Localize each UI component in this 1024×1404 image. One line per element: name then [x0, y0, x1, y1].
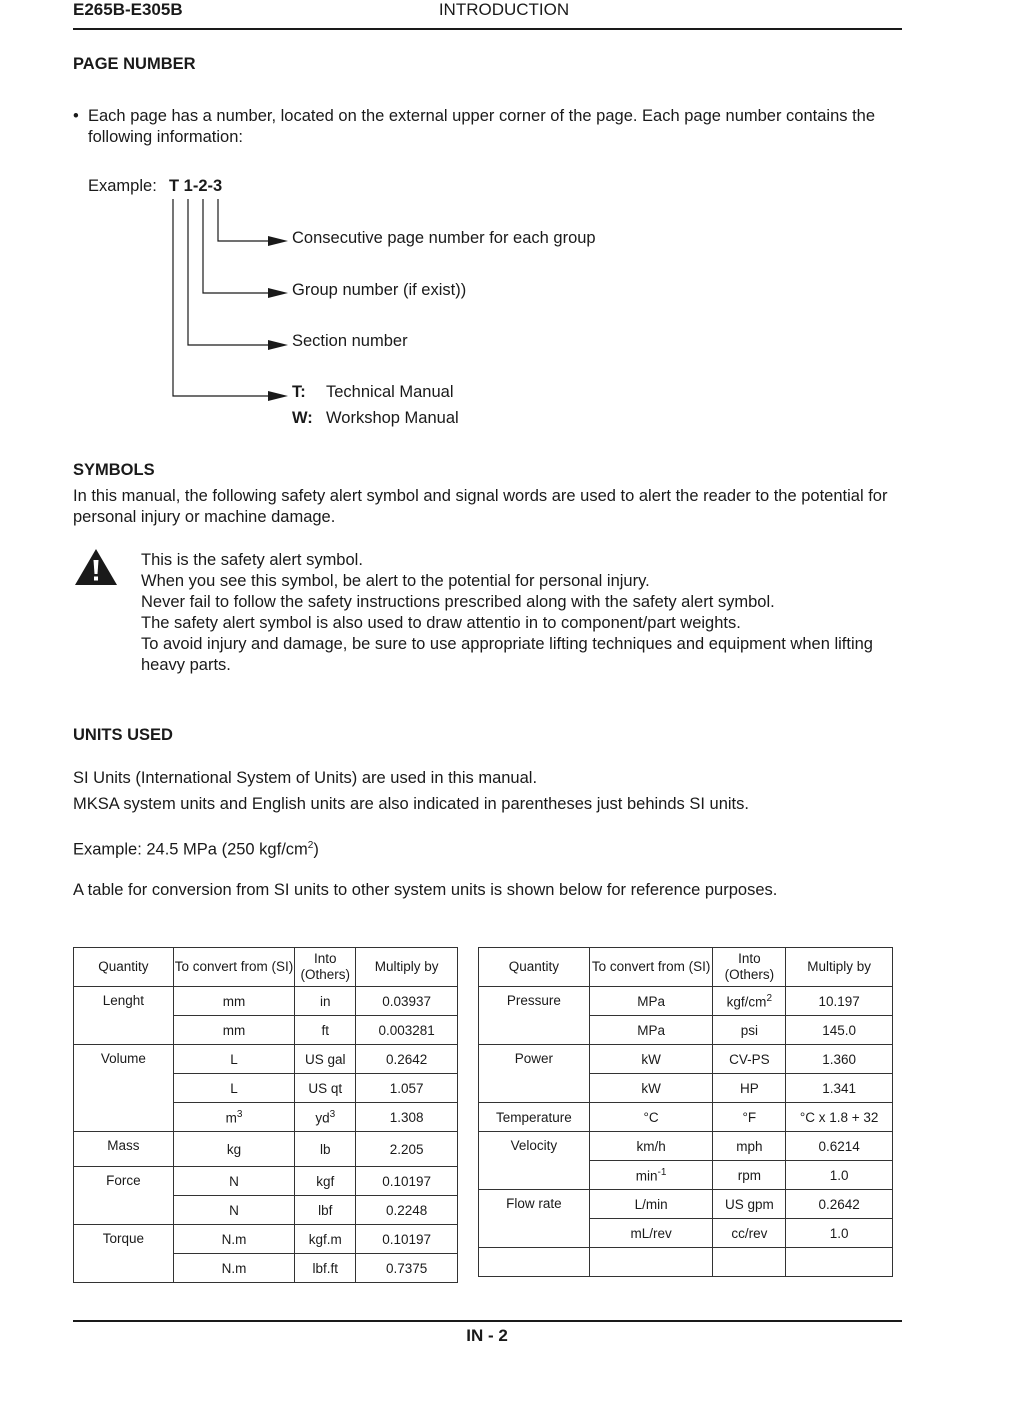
- header-quantity: Quantity: [74, 948, 174, 987]
- cell: HP: [713, 1074, 786, 1103]
- header-multiply: Multiply by: [786, 948, 893, 987]
- cell-sup: -1: [657, 1166, 667, 1178]
- cell: [713, 987, 786, 1016]
- doc-section-title: INTRODUCTION: [438, 0, 570, 19]
- quantity-temperature: Temperature: [479, 1103, 590, 1132]
- cell: 145.0: [786, 1016, 893, 1045]
- cell: °C: [589, 1103, 713, 1132]
- warning-triangle-icon: [74, 548, 118, 586]
- cell: N.m: [173, 1225, 295, 1254]
- cell: 1.0: [786, 1161, 893, 1190]
- header-into: Into (Others): [713, 948, 786, 987]
- units-heading: UNITS USED: [73, 726, 173, 744]
- cell: 1.341: [786, 1074, 893, 1103]
- safety-line-3: Never fail to follow the safety instructions prescribed along with the safety alert symbol.: [141, 593, 775, 611]
- table-row: [74, 1167, 458, 1196]
- cell: [589, 1161, 713, 1190]
- cell: kg: [173, 1132, 295, 1167]
- label-t-key: T:: [292, 383, 306, 401]
- cell-sup: 3: [236, 1108, 243, 1120]
- table-row: [479, 1045, 893, 1074]
- cell: ft: [295, 1016, 356, 1045]
- cell: mph: [713, 1132, 786, 1161]
- cell: 0.10197: [356, 1167, 458, 1196]
- cell: mm: [173, 987, 295, 1016]
- table-row: [479, 1190, 893, 1219]
- table-row: [479, 987, 893, 1016]
- label-consecutive: Consecutive page number for each group: [292, 229, 596, 247]
- cell: 2.205: [356, 1132, 458, 1167]
- bullet: •: [73, 107, 79, 125]
- cell: °C x 1.8 + 32: [786, 1103, 893, 1132]
- header-from: To convert from (SI): [173, 948, 295, 987]
- table-header-row: [479, 948, 893, 987]
- cell: N: [173, 1167, 295, 1196]
- cell: rpm: [713, 1161, 786, 1190]
- page-number-heading: PAGE NUMBER: [73, 55, 196, 73]
- footer-rule: [73, 1320, 902, 1322]
- quantity-velocity: Velocity: [479, 1132, 590, 1190]
- cell: kgf: [295, 1167, 356, 1196]
- cell: N.m: [173, 1254, 295, 1283]
- label-w-value: Workshop Manual: [326, 409, 459, 427]
- cell: 0.6214: [786, 1132, 893, 1161]
- table-row: [74, 1225, 458, 1254]
- arrow-section-icon: [268, 340, 288, 350]
- cell-text: kgf/cm: [726, 994, 767, 1010]
- cell: cc/rev: [713, 1219, 786, 1248]
- label-group: Group number (if exist)): [292, 281, 467, 299]
- quantity-mass: Mass: [74, 1132, 174, 1167]
- cell-text: m: [225, 1110, 237, 1126]
- cell: 1.0: [786, 1219, 893, 1248]
- cell: kW: [589, 1045, 713, 1074]
- cell: lbf.ft: [295, 1254, 356, 1283]
- cell: 10.197: [786, 987, 893, 1016]
- cell: 0.7375: [356, 1254, 458, 1283]
- cell: 0.2642: [356, 1045, 458, 1074]
- quantity-volume: Volume: [74, 1045, 174, 1132]
- cell: lbf: [295, 1196, 356, 1225]
- safety-line-4: The safety alert symbol is also used to draw attentio in to component/part weights.: [141, 614, 741, 632]
- table-row: [74, 1132, 458, 1167]
- doc-model: E265B-E305B: [73, 0, 183, 19]
- cell: in: [295, 987, 356, 1016]
- cell: US gal: [295, 1045, 356, 1074]
- header-from: To convert from (SI): [589, 948, 713, 987]
- cell-empty: [713, 1248, 786, 1277]
- units-line-1: SI Units (International System of Units) are used in this manual.: [73, 769, 538, 787]
- units-example-suffix: ): [313, 840, 319, 859]
- cell: kgf.m: [295, 1225, 356, 1254]
- cell: US qt: [295, 1074, 356, 1103]
- header-rule: [73, 28, 902, 30]
- cell-empty: [786, 1248, 893, 1277]
- units-example: [73, 835, 319, 861]
- safety-line-5: To avoid injury and damage, be sure to use appropriate lifting techniques and equipment when lifting heavy parts.: [141, 635, 873, 674]
- safety-text: [141, 550, 911, 676]
- cell: 1.057: [356, 1074, 458, 1103]
- page-number-diagram: [160, 195, 300, 405]
- table-row: [479, 1103, 893, 1132]
- header-into: Into (Others): [295, 948, 356, 987]
- label-t-value: Technical Manual: [326, 383, 454, 401]
- safety-line-1: This is the safety alert symbol.: [141, 551, 363, 569]
- cell: N: [173, 1196, 295, 1225]
- cell-empty: [479, 1248, 590, 1277]
- table-row: [74, 987, 458, 1016]
- cell: MPa: [589, 987, 713, 1016]
- connector-consecutive: [218, 199, 272, 241]
- cell: mL/rev: [589, 1219, 713, 1248]
- cell: 0.03937: [356, 987, 458, 1016]
- header-multiply: Multiply by: [356, 948, 458, 987]
- cell: US gpm: [713, 1190, 786, 1219]
- cell: L: [173, 1074, 295, 1103]
- cell: 0.10197: [356, 1225, 458, 1254]
- cell: L/min: [589, 1190, 713, 1219]
- cell: MPa: [589, 1016, 713, 1045]
- arrow-manual-icon: [268, 391, 288, 401]
- symbols-intro: In this manual, the following safety alert symbol and signal words are used to alert the reader to the potential for personal injury or machine damage.: [73, 487, 888, 526]
- header-quantity: Quantity: [479, 948, 590, 987]
- cell-sup: 2: [766, 992, 772, 1004]
- cell-text: min: [635, 1168, 658, 1184]
- cell: °F: [713, 1103, 786, 1132]
- cell: km/h: [589, 1132, 713, 1161]
- cell: lb: [295, 1132, 356, 1167]
- cell: L: [173, 1045, 295, 1074]
- quantity-torque: Torque: [74, 1225, 174, 1283]
- page-number-text: Each page has a number, located on the external upper corner of the page. Each page number contains the following information:: [88, 107, 876, 146]
- cell: CV-PS: [713, 1045, 786, 1074]
- table-row: [74, 1045, 458, 1074]
- quantity-power: Power: [479, 1045, 590, 1103]
- table-header-row: [74, 948, 458, 987]
- cell: 1.360: [786, 1045, 893, 1074]
- label-section: Section number: [292, 332, 408, 350]
- cell-text: yd: [315, 1110, 330, 1126]
- units-line-2: MKSA system units and English units are also indicated in parentheses just behinds SI units.: [73, 795, 749, 813]
- cell-sup: 3: [329, 1108, 336, 1120]
- units-table-intro: A table for conversion from SI units to other system units is shown below for reference purposes.: [73, 881, 778, 899]
- cell: psi: [713, 1016, 786, 1045]
- cell: 0.003281: [356, 1016, 458, 1045]
- conversion-table-right: [478, 947, 893, 1277]
- safety-line-2: When you see this symbol, be alert to the potential for personal injury.: [141, 572, 650, 590]
- units-example-sup: 2: [307, 840, 314, 851]
- quantity-pressure: Pressure: [479, 987, 590, 1045]
- table-row: [479, 1248, 893, 1277]
- connector-group: [203, 199, 272, 293]
- units-example-prefix: Example: 24.5 MPa (250 kgf/cm: [73, 840, 308, 859]
- cell: 0.2642: [786, 1190, 893, 1219]
- quantity-flow-rate: Flow rate: [479, 1190, 590, 1248]
- conversion-table-left: [73, 947, 458, 1283]
- symbols-heading: SYMBOLS: [73, 461, 155, 479]
- cell: 1.308: [356, 1103, 458, 1132]
- cell: [173, 1103, 295, 1132]
- cell: [295, 1103, 356, 1132]
- cell: mm: [173, 1016, 295, 1045]
- cell: kW: [589, 1074, 713, 1103]
- quantity-force: Force: [74, 1167, 174, 1225]
- label-w-key: W:: [292, 409, 313, 427]
- cell-empty: [589, 1248, 713, 1277]
- cell: 0.2248: [356, 1196, 458, 1225]
- example-label: Example:: [88, 177, 157, 195]
- arrow-group-icon: [268, 288, 288, 298]
- connector-section: [188, 199, 272, 345]
- quantity-lenght: Lenght: [74, 987, 174, 1045]
- arrow-consecutive-icon: [268, 236, 288, 246]
- example-code: T 1-2-3: [169, 177, 223, 195]
- footer-page-number: IN - 2: [466, 1326, 508, 1345]
- table-row: [479, 1132, 893, 1161]
